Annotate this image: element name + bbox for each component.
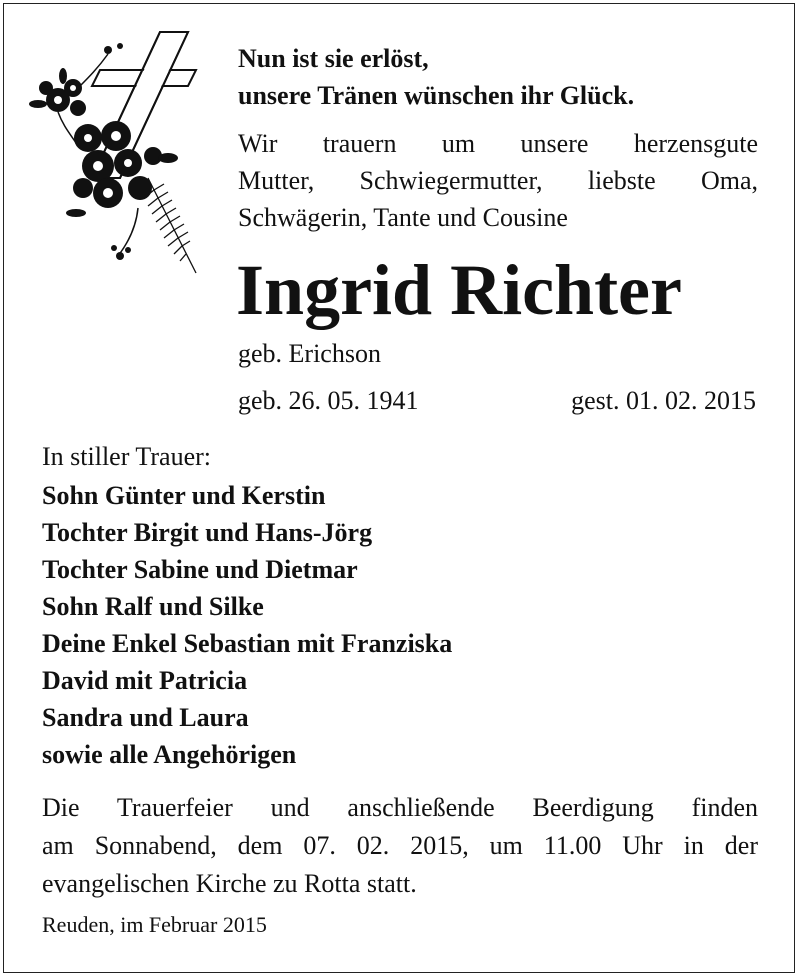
mourner-line: Sandra und Laura: [42, 703, 249, 732]
service-line: am Sonnabend, dem 07. 02. 2015, um 11.00 Uhr in der: [42, 831, 758, 860]
intro-line: Wir trauern um unsere herzensgute: [238, 129, 758, 158]
cross-with-roses-icon: [28, 28, 203, 278]
intro-line: Schwägerin, Tante und Cousine: [238, 203, 568, 232]
mourner-line: David mit Patricia: [42, 666, 248, 695]
mourner-line: Sohn Günter und Kerstin: [42, 481, 326, 510]
intro-line: Mutter, Schwiegermutter, liebste Oma,: [238, 166, 758, 195]
mourner-line: Sohn Ralf und Silke: [42, 592, 264, 621]
mourner-line: sowie alle Angehörigen: [42, 740, 297, 769]
poem-line: unsere Tränen wünschen ihr Glück.: [238, 81, 635, 110]
mourners-heading: In stiller Trauer:: [42, 442, 211, 471]
poem: [238, 40, 758, 114]
funeral-service-info: [42, 789, 758, 903]
intro-text: [238, 125, 758, 236]
mourner-line: Deine Enkel Sebastian mit Franziska: [42, 629, 453, 658]
death-date: gest. 01. 02. 2015: [571, 386, 756, 415]
mourner-line: Tochter Sabine und Dietmar: [42, 555, 358, 584]
mourners-list: [42, 477, 452, 773]
poem-line: Nun ist sie erlöst,: [238, 44, 429, 73]
mourner-line: Tochter Birgit und Hans-Jörg: [42, 518, 373, 547]
service-line: evangelischen Kirche zu Rotta statt.: [42, 869, 417, 898]
service-line: Die Trauerfeier und anschließende Beerdigung finden: [42, 793, 758, 822]
place-and-date: Reuden, im Februar 2015: [42, 912, 267, 937]
deceased-name: Ingrid Richter: [236, 250, 682, 330]
birth-date: geb. 26. 05. 1941: [238, 386, 419, 415]
maiden-name: geb. Erichson: [238, 339, 381, 368]
